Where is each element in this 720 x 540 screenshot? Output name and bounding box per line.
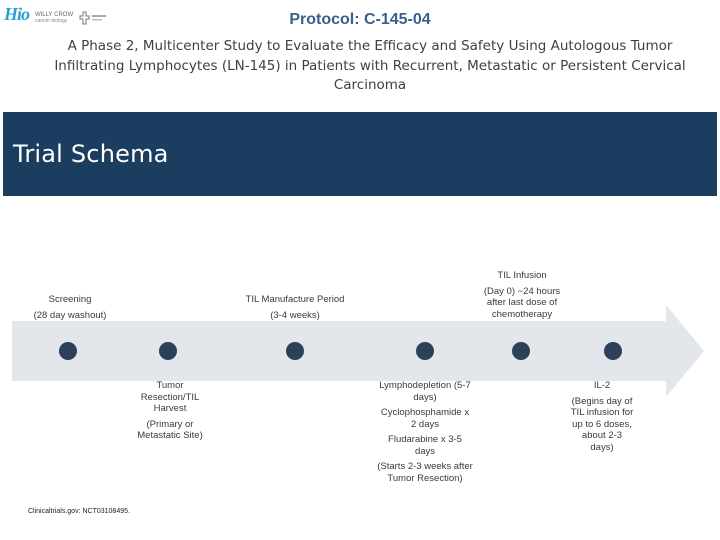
timeline-dot-til-infusion — [512, 342, 530, 360]
timeline-dot-screening — [59, 342, 77, 360]
timeline-dot-manufacture — [286, 342, 304, 360]
label-til-infusion — [474, 270, 570, 324]
label-lympho-flu: Fludarabine x 3-5 days — [388, 434, 462, 457]
label-manufacture-title: TIL Manufacture Period — [245, 294, 345, 305]
timeline-dot-lymphodepletion — [416, 342, 434, 360]
label-manufacture — [230, 294, 360, 325]
label-il2-detail: (Begins day of TIL infusion for up to 6 doses, about 2-3 days) — [570, 395, 634, 453]
study-subtitle: A Phase 2, Multicenter Study to Evaluate the Efficacy and Safety Using Autologous Tumor Infiltrating Lymphocytes (LN-145) in Patients with Recurrent, Metastatic or Persistent Cervical Carcinoma — [54, 38, 686, 93]
label-lympho-note: (Starts 2-3 weeks after Tumor Resection) — [377, 461, 473, 484]
label-manufacture-detail: (3-4 weeks) — [270, 309, 320, 321]
label-lymphodepletion — [377, 380, 473, 488]
label-resection — [130, 380, 210, 446]
iovance-logo: Hio — [4, 4, 30, 24]
label-lympho-title: Lymphodepletion (5-7 days) — [379, 380, 471, 403]
label-screening-detail: (28 day washout) — [33, 309, 107, 321]
partner-logo-line2: cancer biology — [35, 18, 68, 24]
label-resection-title: Tumor Resection/TIL Harvest — [140, 380, 200, 414]
timeline-dot-resection — [159, 342, 177, 360]
label-lympho-cyclo: Cyclophosphamide x 2 days — [380, 407, 470, 430]
label-til-infusion-title: TIL Infusion — [497, 270, 547, 281]
protocol-title: Protocol: C-145-04 — [289, 11, 431, 28]
label-screening-title: Screening — [48, 294, 92, 305]
banner-title: Trial Schema — [13, 140, 169, 168]
label-resection-detail: (Primary or Metastatic Site) — [137, 418, 203, 441]
label-il2 — [570, 380, 634, 457]
partner-logo-line1: WILLY CROW — [35, 12, 74, 18]
label-screening — [20, 294, 120, 325]
label-til-infusion-detail: (Day 0) ~24 hours after last dose of chemotherapy — [483, 285, 561, 320]
timeline-dot-il2 — [604, 342, 622, 360]
label-il2-title: IL-2 — [593, 380, 611, 391]
clinicaltrials-footnote: Clinicaltrials.gov: NCT03108495. — [28, 508, 130, 515]
